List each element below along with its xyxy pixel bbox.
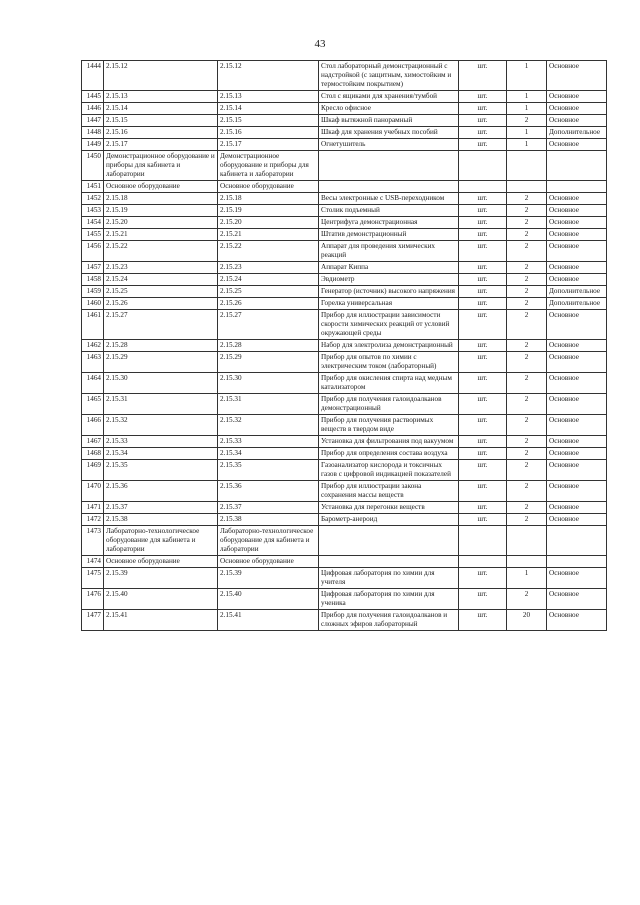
row-code: 2.15.32 — [104, 415, 218, 436]
row-type: Основное — [547, 229, 607, 241]
row-code: 2.15.22 — [104, 241, 218, 262]
row-unit: шт. — [459, 352, 507, 373]
table-row — [82, 568, 607, 589]
row-code: 2.15.23 — [104, 262, 218, 274]
row-quantity: 2 — [507, 502, 547, 514]
row-number: 1460 — [82, 298, 104, 310]
row-unit: шт. — [459, 91, 507, 103]
row-quantity — [507, 556, 547, 568]
row-name: Огнетушитель — [319, 139, 459, 151]
row-code: 2.15.41 — [104, 610, 218, 631]
row-quantity: 1 — [507, 103, 547, 115]
table-row — [82, 115, 607, 127]
table-row — [82, 394, 607, 415]
row-number: 1470 — [82, 481, 104, 502]
row-name — [319, 151, 459, 181]
table-row — [82, 352, 607, 373]
table-row — [82, 274, 607, 286]
row-code-alt: 2.15.39 — [218, 568, 319, 589]
row-type: Основное — [547, 61, 607, 91]
row-type: Основное — [547, 217, 607, 229]
row-unit: шт. — [459, 139, 507, 151]
row-code-alt: 2.15.20 — [218, 217, 319, 229]
row-name: Аппарат Киппа — [319, 262, 459, 274]
row-code: Лабораторно-технологическое оборудование для кабинета и лаборатории — [104, 526, 218, 556]
row-code: Демонстрационное оборудование и приборы для кабинета и лаборатории — [104, 151, 218, 181]
row-quantity: 2 — [507, 274, 547, 286]
row-unit — [459, 556, 507, 568]
table-row — [82, 481, 607, 502]
row-quantity: 2 — [507, 394, 547, 415]
row-code-alt: 2.15.29 — [218, 352, 319, 373]
table-row — [82, 151, 607, 181]
row-type: Основное — [547, 436, 607, 448]
row-name: Прибор для получения галоидоалканов демонстрационный — [319, 394, 459, 415]
row-code-alt: 2.15.23 — [218, 262, 319, 274]
row-name: Установка для перегонки веществ — [319, 502, 459, 514]
row-code-alt: 2.15.27 — [218, 310, 319, 340]
row-quantity: 1 — [507, 61, 547, 91]
row-quantity: 2 — [507, 262, 547, 274]
row-type — [547, 181, 607, 193]
row-type: Основное — [547, 394, 607, 415]
row-type: Основное — [547, 193, 607, 205]
row-number: 1447 — [82, 115, 104, 127]
table-row — [82, 103, 607, 115]
row-type: Основное — [547, 514, 607, 526]
row-unit: шт. — [459, 448, 507, 460]
row-code: 2.15.20 — [104, 217, 218, 229]
row-name: Прибор для иллюстрации закона сохранения массы веществ — [319, 481, 459, 502]
row-quantity: 2 — [507, 481, 547, 502]
row-number: 1459 — [82, 286, 104, 298]
row-name: Стол лабораторный демонстрационный с надстройкой (с защитным, химостойким и термостойким покрытием) — [319, 61, 459, 91]
row-code: 2.15.17 — [104, 139, 218, 151]
row-quantity: 2 — [507, 286, 547, 298]
row-type: Основное — [547, 103, 607, 115]
row-code-alt: 2.15.38 — [218, 514, 319, 526]
table-row — [82, 61, 607, 91]
row-type: Основное — [547, 415, 607, 436]
row-name: Весы электронные с USB-переходником — [319, 193, 459, 205]
row-type: Основное — [547, 91, 607, 103]
row-code-alt: 2.15.41 — [218, 610, 319, 631]
row-unit: шт. — [459, 229, 507, 241]
row-code: 2.15.39 — [104, 568, 218, 589]
row-unit: шт. — [459, 217, 507, 229]
row-unit: шт. — [459, 241, 507, 262]
row-name: Шкаф вытяжной панорамный — [319, 115, 459, 127]
row-name: Горелка универсальная — [319, 298, 459, 310]
row-name: Шкаф для хранения учебных пособий — [319, 127, 459, 139]
row-unit — [459, 526, 507, 556]
row-code: 2.15.34 — [104, 448, 218, 460]
row-type: Основное — [547, 373, 607, 394]
row-unit: шт. — [459, 298, 507, 310]
row-quantity: 2 — [507, 310, 547, 340]
row-code-alt: 2.15.24 — [218, 274, 319, 286]
row-number: 1451 — [82, 181, 104, 193]
row-name: Центрифуга демонстрационная — [319, 217, 459, 229]
table-row — [82, 436, 607, 448]
row-number: 1456 — [82, 241, 104, 262]
table-row — [82, 589, 607, 610]
row-number: 1463 — [82, 352, 104, 373]
row-type: Основное — [547, 448, 607, 460]
row-type: Основное — [547, 115, 607, 127]
row-name: Прибор для получения галоидоалканов и сложных эфиров лабораторный — [319, 610, 459, 631]
row-number: 1448 — [82, 127, 104, 139]
row-code: 2.15.36 — [104, 481, 218, 502]
row-name: Набор для электролиза демонстрационный — [319, 340, 459, 352]
table-row — [82, 298, 607, 310]
row-type: Дополнительное — [547, 298, 607, 310]
row-unit: шт. — [459, 310, 507, 340]
table-row — [82, 514, 607, 526]
row-name: Кресло офисное — [319, 103, 459, 115]
equipment-table — [81, 60, 607, 631]
row-type — [547, 556, 607, 568]
row-number: 1452 — [82, 193, 104, 205]
row-type: Основное — [547, 460, 607, 481]
row-code: 2.15.15 — [104, 115, 218, 127]
row-quantity: 1 — [507, 127, 547, 139]
row-quantity: 2 — [507, 205, 547, 217]
row-unit: шт. — [459, 394, 507, 415]
row-number: 1476 — [82, 589, 104, 610]
row-number: 1454 — [82, 217, 104, 229]
table-row — [82, 139, 607, 151]
row-type: Основное — [547, 139, 607, 151]
row-code-alt: 2.15.21 — [218, 229, 319, 241]
row-code-alt: 2.15.15 — [218, 115, 319, 127]
table-row — [82, 460, 607, 481]
table-row — [82, 262, 607, 274]
row-type: Основное — [547, 205, 607, 217]
row-unit: шт. — [459, 502, 507, 514]
row-quantity: 2 — [507, 460, 547, 481]
table-row — [82, 610, 607, 631]
table-row — [82, 193, 607, 205]
table-row — [82, 556, 607, 568]
row-number: 1469 — [82, 460, 104, 481]
row-code-alt: 2.15.36 — [218, 481, 319, 502]
row-code-alt: 2.15.31 — [218, 394, 319, 415]
row-number: 1472 — [82, 514, 104, 526]
row-type: Основное — [547, 589, 607, 610]
row-number: 1465 — [82, 394, 104, 415]
row-code: 2.15.25 — [104, 286, 218, 298]
table-row — [82, 91, 607, 103]
row-code: 2.15.18 — [104, 193, 218, 205]
row-name: Прибор для опытов по химии с электрическим током (лабораторный) — [319, 352, 459, 373]
row-quantity: 2 — [507, 340, 547, 352]
row-code-alt: 2.15.34 — [218, 448, 319, 460]
row-unit: шт. — [459, 373, 507, 394]
row-name — [319, 556, 459, 568]
table-row — [82, 241, 607, 262]
row-code-alt: 2.15.32 — [218, 415, 319, 436]
row-type: Основное — [547, 340, 607, 352]
row-number: 1477 — [82, 610, 104, 631]
row-code: 2.15.13 — [104, 91, 218, 103]
row-type: Дополнительное — [547, 286, 607, 298]
row-number: 1450 — [82, 151, 104, 181]
row-type: Основное — [547, 352, 607, 373]
row-unit — [459, 181, 507, 193]
row-unit: шт. — [459, 589, 507, 610]
row-code: Основное оборудование — [104, 181, 218, 193]
table-row — [82, 127, 607, 139]
row-code-alt: Лабораторно-технологическое оборудование для кабинета и лаборатории — [218, 526, 319, 556]
row-quantity — [507, 181, 547, 193]
row-quantity: 2 — [507, 241, 547, 262]
row-code: 2.15.16 — [104, 127, 218, 139]
row-name: Цифровая лаборатория по химии для ученика — [319, 589, 459, 610]
row-quantity: 2 — [507, 298, 547, 310]
row-type — [547, 526, 607, 556]
row-code: 2.15.19 — [104, 205, 218, 217]
row-name: Прибор для определения состава воздуха — [319, 448, 459, 460]
row-quantity: 2 — [507, 589, 547, 610]
row-code-alt: 2.15.16 — [218, 127, 319, 139]
row-type: Основное — [547, 262, 607, 274]
row-type — [547, 151, 607, 181]
row-name: Установка для фильтрования под вакуумом — [319, 436, 459, 448]
row-unit: шт. — [459, 286, 507, 298]
row-name: Прибор для получения растворимых веществ в твердом виде — [319, 415, 459, 436]
row-code-alt: 2.15.25 — [218, 286, 319, 298]
table-row — [82, 502, 607, 514]
row-unit: шт. — [459, 61, 507, 91]
row-number: 1455 — [82, 229, 104, 241]
row-number: 1475 — [82, 568, 104, 589]
row-type: Основное — [547, 241, 607, 262]
row-unit: шт. — [459, 610, 507, 631]
row-code-alt: Основное оборудование — [218, 181, 319, 193]
row-number: 1461 — [82, 310, 104, 340]
row-code-alt: 2.15.18 — [218, 193, 319, 205]
row-unit: шт. — [459, 436, 507, 448]
row-code: 2.15.24 — [104, 274, 218, 286]
row-code: 2.15.30 — [104, 373, 218, 394]
row-type: Основное — [547, 568, 607, 589]
row-code: 2.15.12 — [104, 61, 218, 91]
row-quantity: 1 — [507, 139, 547, 151]
row-quantity: 2 — [507, 217, 547, 229]
row-quantity: 2 — [507, 352, 547, 373]
row-code: 2.15.21 — [104, 229, 218, 241]
row-name: Эвдиометр — [319, 274, 459, 286]
table-body — [82, 61, 607, 631]
row-quantity: 2 — [507, 373, 547, 394]
row-number: 1474 — [82, 556, 104, 568]
row-name: Газоанализатор кислорода и токсичных газов с цифровой индикацией показателей — [319, 460, 459, 481]
row-number: 1457 — [82, 262, 104, 274]
row-unit: шт. — [459, 274, 507, 286]
row-number: 1446 — [82, 103, 104, 115]
row-unit: шт. — [459, 460, 507, 481]
row-unit: шт. — [459, 340, 507, 352]
row-code-alt: 2.15.14 — [218, 103, 319, 115]
row-code-alt: 2.15.17 — [218, 139, 319, 151]
table-row — [82, 448, 607, 460]
row-unit: шт. — [459, 193, 507, 205]
row-code-alt: Основное оборудование — [218, 556, 319, 568]
row-code-alt: 2.15.37 — [218, 502, 319, 514]
row-number: 1453 — [82, 205, 104, 217]
table-row — [82, 310, 607, 340]
row-code: 2.15.31 — [104, 394, 218, 415]
row-quantity: 2 — [507, 193, 547, 205]
row-number: 1458 — [82, 274, 104, 286]
row-code-alt: 2.15.19 — [218, 205, 319, 217]
row-code-alt: 2.15.35 — [218, 460, 319, 481]
row-number: 1464 — [82, 373, 104, 394]
row-quantity — [507, 151, 547, 181]
row-name — [319, 181, 459, 193]
row-code: 2.15.38 — [104, 514, 218, 526]
row-unit: шт. — [459, 205, 507, 217]
row-code: 2.15.27 — [104, 310, 218, 340]
row-quantity: 2 — [507, 115, 547, 127]
table-row — [82, 205, 607, 217]
row-name: Прибор для иллюстрации зависимости скорости химических реакций от условий окружающей среды — [319, 310, 459, 340]
row-quantity: 2 — [507, 415, 547, 436]
row-type: Основное — [547, 610, 607, 631]
row-number: 1466 — [82, 415, 104, 436]
row-type: Основное — [547, 481, 607, 502]
row-unit: шт. — [459, 115, 507, 127]
page-number: 43 — [314, 38, 326, 50]
row-quantity: 2 — [507, 448, 547, 460]
row-number: 1468 — [82, 448, 104, 460]
row-quantity: 20 — [507, 610, 547, 631]
row-unit: шт. — [459, 514, 507, 526]
row-code-alt: 2.15.22 — [218, 241, 319, 262]
row-name: Прибор для окисления спирта над медным катализатором — [319, 373, 459, 394]
row-name: Цифровая лаборатория по химии для учителя — [319, 568, 459, 589]
table-row — [82, 217, 607, 229]
row-type: Дополнительное — [547, 127, 607, 139]
row-number: 1473 — [82, 526, 104, 556]
row-code: 2.15.28 — [104, 340, 218, 352]
table-row — [82, 526, 607, 556]
row-name: Генератор (источник) высокого напряжения — [319, 286, 459, 298]
row-type: Основное — [547, 310, 607, 340]
row-type: Основное — [547, 502, 607, 514]
row-code-alt: 2.15.33 — [218, 436, 319, 448]
row-code: 2.15.35 — [104, 460, 218, 481]
row-unit: шт. — [459, 415, 507, 436]
row-name: Штатив демонстрационный — [319, 229, 459, 241]
row-code: 2.15.26 — [104, 298, 218, 310]
row-unit: шт. — [459, 262, 507, 274]
row-name — [319, 526, 459, 556]
row-number: 1444 — [82, 61, 104, 91]
row-number: 1471 — [82, 502, 104, 514]
row-number: 1449 — [82, 139, 104, 151]
row-code: 2.15.40 — [104, 589, 218, 610]
row-number: 1445 — [82, 91, 104, 103]
row-name: Столик подъемный — [319, 205, 459, 217]
row-code: 2.15.37 — [104, 502, 218, 514]
row-code-alt: 2.15.12 — [218, 61, 319, 91]
row-number: 1467 — [82, 436, 104, 448]
row-type: Основное — [547, 274, 607, 286]
row-code-alt: 2.15.13 — [218, 91, 319, 103]
row-quantity — [507, 526, 547, 556]
row-quantity: 2 — [507, 514, 547, 526]
row-quantity: 1 — [507, 91, 547, 103]
table-row — [82, 286, 607, 298]
row-quantity: 2 — [507, 436, 547, 448]
table-row — [82, 373, 607, 394]
row-code: 2.15.14 — [104, 103, 218, 115]
row-unit: шт. — [459, 568, 507, 589]
row-name: Барометр-анероид — [319, 514, 459, 526]
row-code-alt: 2.15.28 — [218, 340, 319, 352]
row-unit: шт. — [459, 103, 507, 115]
table-row — [82, 340, 607, 352]
table-row — [82, 181, 607, 193]
table-row — [82, 415, 607, 436]
row-unit: шт. — [459, 481, 507, 502]
table-row — [82, 229, 607, 241]
row-code: 2.15.29 — [104, 352, 218, 373]
row-code-alt: 2.15.30 — [218, 373, 319, 394]
row-quantity: 1 — [507, 568, 547, 589]
row-code-alt: 2.15.40 — [218, 589, 319, 610]
row-quantity: 2 — [507, 229, 547, 241]
row-unit: шт. — [459, 127, 507, 139]
row-name: Аппарат для проведения химических реакций — [319, 241, 459, 262]
row-code: 2.15.33 — [104, 436, 218, 448]
row-number: 1462 — [82, 340, 104, 352]
row-unit — [459, 151, 507, 181]
row-name: Стол с ящиками для хранения/тумбой — [319, 91, 459, 103]
row-code: Основное оборудование — [104, 556, 218, 568]
row-code-alt: Демонстрационное оборудование и приборы для кабинета и лаборатории — [218, 151, 319, 181]
row-code-alt: 2.15.26 — [218, 298, 319, 310]
